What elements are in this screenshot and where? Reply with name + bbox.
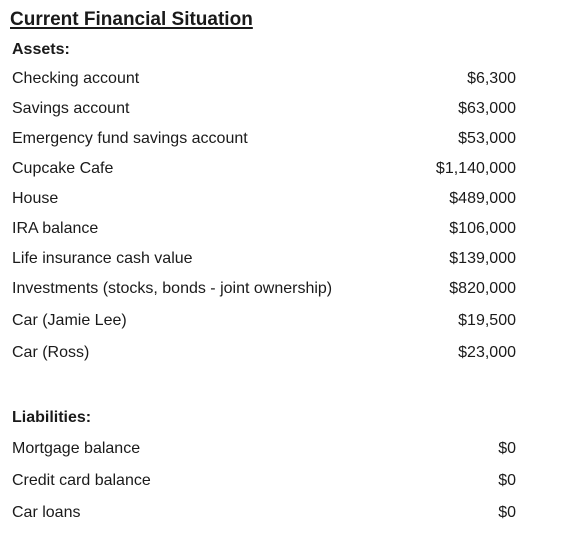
asset-value: $139,000 (449, 250, 516, 267)
asset-label: Life insurance cash value (12, 250, 193, 267)
asset-row-savings (12, 100, 516, 122)
asset-value: $23,000 (458, 344, 516, 361)
liability-value: $0 (498, 504, 516, 521)
asset-label: Checking account (12, 70, 140, 87)
liability-label: Car loans (12, 504, 81, 521)
asset-label: Investments (stocks, bonds - joint ownership) (12, 280, 333, 297)
asset-row-investments (12, 280, 516, 302)
asset-value: $1,140,000 (435, 160, 516, 177)
asset-value: $820,000 (449, 280, 516, 297)
liability-row-mortgage (12, 440, 516, 462)
asset-label: Emergency fund savings account (12, 130, 248, 147)
asset-value: $53,000 (458, 130, 516, 147)
asset-row-cupcake-cafe (12, 160, 516, 182)
asset-label: Car (Ross) (12, 344, 90, 361)
asset-value: $63,000 (458, 100, 516, 117)
liability-label: Mortgage balance (12, 440, 141, 457)
asset-row-car-jamie-lee (12, 312, 516, 334)
asset-label: Car (Jamie Lee) (12, 312, 127, 329)
asset-label: IRA balance (12, 220, 99, 237)
liability-label: Credit card balance (12, 472, 151, 489)
liability-row-credit-card (12, 472, 516, 494)
asset-value: $106,000 (449, 220, 516, 237)
asset-value: $489,000 (449, 190, 516, 207)
liability-value: $0 (498, 440, 516, 457)
asset-value: $19,500 (458, 312, 516, 329)
asset-row-house (12, 190, 516, 212)
asset-label: House (12, 190, 59, 207)
assets-heading: Assets: (12, 41, 70, 58)
asset-row-ira (12, 220, 516, 242)
liabilities-heading: Liabilities: (12, 409, 92, 426)
liability-row-car-loans (12, 504, 516, 526)
page-title: Current Financial Situation (10, 9, 253, 30)
asset-row-emergency-fund (12, 130, 516, 152)
liability-value: $0 (498, 472, 516, 489)
asset-label: Savings account (12, 100, 130, 117)
asset-value: $6,300 (467, 70, 516, 87)
asset-row-life-insurance (12, 250, 516, 272)
asset-row-car-ross (12, 344, 516, 366)
asset-label: Cupcake Cafe (12, 160, 114, 177)
asset-row-checking (12, 70, 516, 92)
